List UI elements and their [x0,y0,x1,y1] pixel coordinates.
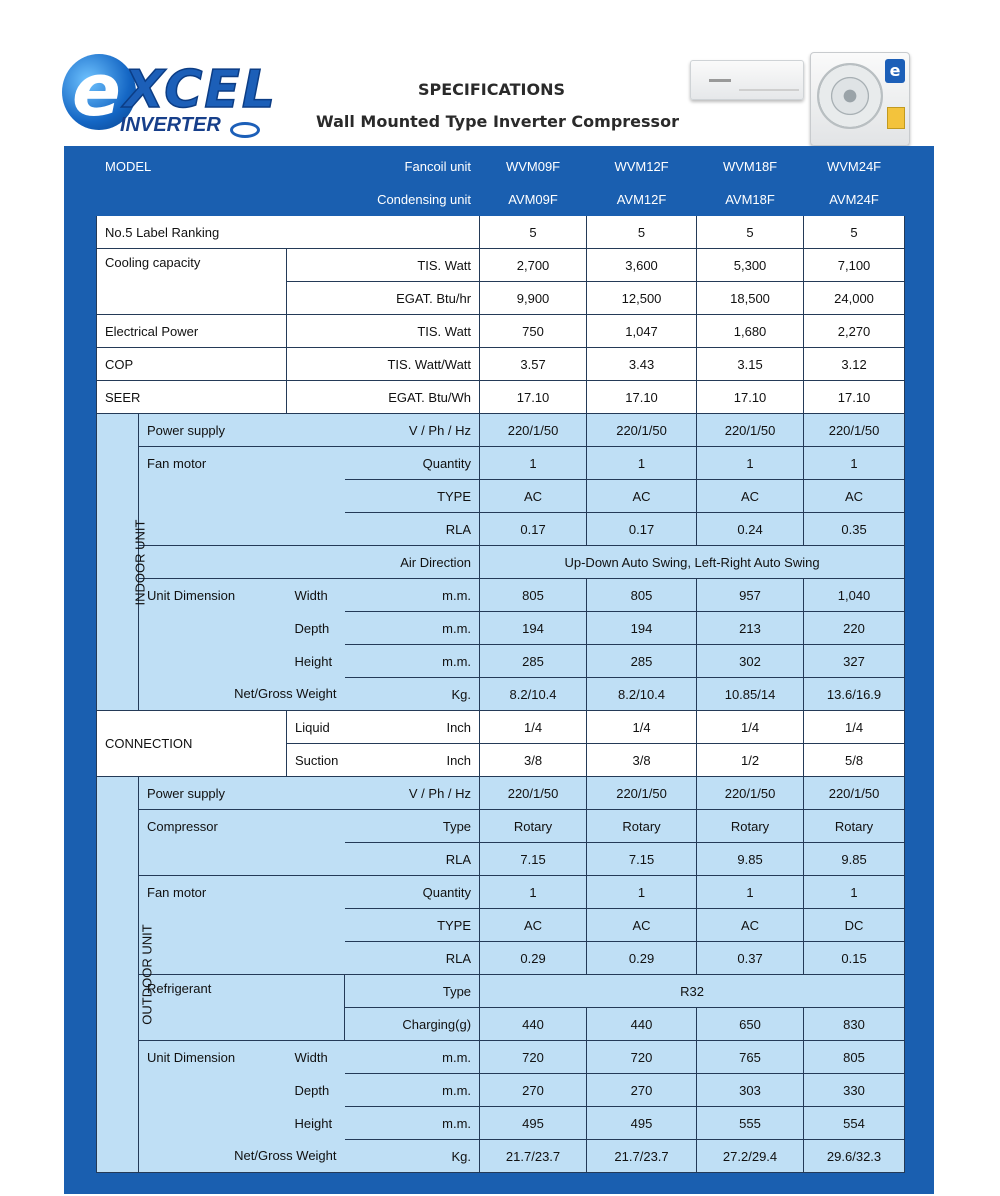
cell-value: AC [480,480,587,513]
row-label: Unit Dimension [139,579,287,612]
condensing-model: AVM09F [480,183,587,216]
row-unit: TIS. Watt [287,249,480,282]
cell-value: 8.2/10.4 [587,678,697,711]
cell-value: 24,000 [804,282,905,315]
row-label: SEER [97,381,287,414]
row-label: Unit Dimension [139,1041,287,1074]
table-row [97,513,905,546]
cell-value: 220/1/50 [697,414,804,447]
row-label: Net/Gross Weight [139,678,345,711]
cell-value: 220 [804,612,905,645]
table-row [97,777,905,810]
excel-inverter-logo [62,48,278,144]
spec-table [96,149,905,1173]
header-row-fancoil [97,150,905,183]
cell-value: 220/1/50 [804,777,905,810]
cell-value: 750 [480,315,587,348]
row-unit: RLA [345,843,480,876]
page-title: SPECIFICATIONS [418,80,566,99]
table-row [97,546,905,579]
page-subtitle: Wall Mounted Type Inverter Compressor [316,112,679,131]
cell-value: 17.10 [587,381,697,414]
row-label: No.5 Label Ranking [97,216,480,249]
logo-subword: INVERTER [120,114,221,136]
table-row [97,612,905,645]
cell-value: Rotary [587,810,697,843]
row-unit: Kg. [345,678,480,711]
cell-value: 1 [697,876,804,909]
table-row [97,447,905,480]
dimension-label: Height [287,1107,345,1140]
cell-value: AC [587,909,697,942]
fancoil-model: WVM09F [480,150,587,183]
condensing-label: Condensing unit [287,183,480,216]
row-unit: EGAT. Btu/Wh [287,381,480,414]
row-unit: RLA [345,513,480,546]
cell-value: 194 [587,612,697,645]
cell-value: 1,040 [804,579,905,612]
cell-value: 220/1/50 [587,414,697,447]
cell-value: 5 [480,216,587,249]
row-label: Fan motor [139,876,345,909]
fancoil-model: WVM12F [587,150,697,183]
cell-value: 18,500 [697,282,804,315]
cell-value: 12,500 [587,282,697,315]
row-label: Net/Gross Weight [139,1140,345,1173]
cell-value: 10.85/14 [697,678,804,711]
row-unit: Inch [345,711,480,744]
cell-value: 0.15 [804,942,905,975]
logo-swoosh-icon [230,122,260,138]
row-unit: m.m. [345,645,480,678]
cell-value: 0.29 [587,942,697,975]
fancoil-label: Fancoil unit [287,150,480,183]
cell-value: 220/1/50 [480,414,587,447]
cell-value: 440 [587,1008,697,1041]
cell-value: 765 [697,1041,804,1074]
row-unit: Quantity [345,447,480,480]
cell-value: 3.15 [697,348,804,381]
cell-value: 0.17 [480,513,587,546]
table-row [97,678,905,711]
cell-value: 0.29 [480,942,587,975]
connection-label: CONNECTION [97,711,287,777]
cell-value: 327 [804,645,905,678]
model-label: MODEL [97,150,287,183]
table-row [97,711,905,744]
cell-value: 1,680 [697,315,804,348]
table-row [97,249,905,282]
row-unit: m.m. [345,612,480,645]
row-unit: TIS. Watt [287,315,480,348]
cell-value: 194 [480,612,587,645]
cell-value: 1/2 [697,744,804,777]
row-unit: TYPE [345,480,480,513]
row-unit: Kg. [345,1140,480,1173]
logo-word: XCEL [124,60,278,120]
cell-value: 1 [587,447,697,480]
cell-value: 554 [804,1107,905,1140]
row-unit: m.m. [345,1107,480,1140]
row-label: Fan motor [139,447,345,480]
table-row [97,843,905,876]
cell-value: 3/8 [587,744,697,777]
cell-value: 957 [697,579,804,612]
cell-value: 5 [697,216,804,249]
row-unit: TYPE [345,909,480,942]
cell-value: 720 [587,1041,697,1074]
dimension-label: Width [287,579,345,612]
section-label: INDOOR UNIT [132,519,148,605]
row-unit: Air Direction [139,546,480,579]
header-row-condensing [97,183,905,216]
cell-value: 1 [804,876,905,909]
cell-value: 495 [480,1107,587,1140]
cell-value: 17.10 [697,381,804,414]
section-label: OUTDOOR UNIT [139,924,155,1025]
cell-value: 1,047 [587,315,697,348]
dimension-label: Depth [287,1074,345,1107]
fancoil-model: WVM24F [804,150,905,183]
cell-value: 29.6/32.3 [804,1140,905,1173]
spec-sheet [64,146,934,1194]
cell-value: 0.37 [697,942,804,975]
cell-value: 3.43 [587,348,697,381]
brand-badge-icon: e [885,59,905,83]
condensing-model: AVM12F [587,183,697,216]
row-unit: RLA [345,942,480,975]
cell-value: 1 [804,447,905,480]
cell-value: 302 [697,645,804,678]
row-unit: V / Ph / Hz [345,777,480,810]
cell-value: 1/4 [587,711,697,744]
cell-value: 2,700 [480,249,587,282]
row-unit: V / Ph / Hz [345,414,480,447]
cell-value: Rotary [697,810,804,843]
cell-value: 7,100 [804,249,905,282]
cell-value: 17.10 [480,381,587,414]
row-unit: TIS. Watt/Watt [287,348,480,381]
cell-value: 285 [480,645,587,678]
cell-value: 270 [480,1074,587,1107]
cell-value: 5 [587,216,697,249]
row-unit: Type [345,975,480,1008]
cell-value: 7.15 [587,843,697,876]
page-header [0,0,1000,148]
cell-value: 1 [480,876,587,909]
cell-value: Rotary [804,810,905,843]
cell-value: 17.10 [804,381,905,414]
cell-value: 1/4 [480,711,587,744]
cell-value: AC [587,480,697,513]
table-row [97,1041,905,1074]
cell-value: 270 [587,1074,697,1107]
row-label: Power supply [139,777,345,810]
cell-value: 3.12 [804,348,905,381]
table-row [97,909,905,942]
cell-value: 5,300 [697,249,804,282]
table-row [97,414,905,447]
table-row [97,1140,905,1173]
cell-value: 3/8 [480,744,587,777]
dimension-label: Width [287,1041,345,1074]
table-row [97,216,905,249]
cell-value: 7.15 [480,843,587,876]
cell-value: 3,600 [587,249,697,282]
cell-value: 440 [480,1008,587,1041]
cell-value: 21.7/23.7 [480,1140,587,1173]
cell-value: AC [697,480,804,513]
row-unit: Quantity [345,876,480,909]
indoor-unit-image [690,60,804,100]
cell-value: 9.85 [697,843,804,876]
table-row [97,348,905,381]
row-unit: m.m. [345,1041,480,1074]
row-unit: Charging(g) [345,1008,480,1041]
logo-e-emblem: e [62,54,136,130]
cell-value: 805 [480,579,587,612]
row-label: COP [97,348,287,381]
cell-value: 303 [697,1074,804,1107]
cell-value: 27.2/29.4 [697,1140,804,1173]
cell-value: 285 [587,645,697,678]
table-row [97,579,905,612]
cell-value: 220/1/50 [587,777,697,810]
cell-value: 3.57 [480,348,587,381]
cell-value: R32 [480,975,905,1008]
cell-value: 1 [480,447,587,480]
cell-value: 220/1/50 [480,777,587,810]
table-row [97,381,905,414]
row-label: Refrigerant [139,975,345,1041]
cell-value: 8.2/10.4 [480,678,587,711]
table-row [97,1074,905,1107]
fan-icon [817,63,883,129]
outdoor-unit-section [97,777,155,1173]
cell-value: 0.24 [697,513,804,546]
cell-value: AC [804,480,905,513]
cell-value: 213 [697,612,804,645]
cell-value: 330 [804,1074,905,1107]
dimension-label: Depth [287,612,345,645]
cell-value: 9,900 [480,282,587,315]
condensing-model: AVM18F [697,183,804,216]
table-row [97,480,905,513]
cell-value: 805 [587,579,697,612]
cell-value: 0.17 [587,513,697,546]
cell-value: 9.85 [804,843,905,876]
dimension-label: Height [287,645,345,678]
cell-value: 555 [697,1107,804,1140]
table-row [97,315,905,348]
cell-value: 1 [697,447,804,480]
table-row [97,942,905,975]
cell-value: DC [804,909,905,942]
row-unit: EGAT. Btu/hr [287,282,480,315]
cell-value: 1/4 [697,711,804,744]
row-label: Suction [287,744,345,777]
cell-value: AC [697,909,804,942]
table-row [97,975,905,1008]
row-unit: Inch [345,744,480,777]
cell-value: Rotary [480,810,587,843]
condensing-model: AVM24F [804,183,905,216]
table-row [97,1107,905,1140]
outdoor-unit-image [810,52,910,146]
cell-value: 830 [804,1008,905,1041]
cell-value: 13.6/16.9 [804,678,905,711]
table-row [97,645,905,678]
cell-value: 5/8 [804,744,905,777]
cell-value: 1/4 [804,711,905,744]
indoor-unit-section [97,414,148,711]
row-unit: Type [345,810,480,843]
cell-value: 21.7/23.7 [587,1140,697,1173]
cell-value: 220/1/50 [697,777,804,810]
row-unit: m.m. [345,1074,480,1107]
cell-value: 805 [804,1041,905,1074]
cell-value: 0.35 [804,513,905,546]
cell-value: 220/1/50 [804,414,905,447]
table-row [97,810,905,843]
cell-value: 2,270 [804,315,905,348]
row-label: Cooling capacity [97,249,287,315]
cell-value: 5 [804,216,905,249]
cell-value: AC [480,909,587,942]
row-label: Electrical Power [97,315,287,348]
row-label: Power supply [139,414,345,447]
cell-value: Up-Down Auto Swing, Left-Right Auto Swing [480,546,905,579]
cell-value: 1 [587,876,697,909]
row-label: Liquid [287,711,345,744]
row-unit: m.m. [345,579,480,612]
cell-value: 650 [697,1008,804,1041]
table-row [97,876,905,909]
row-label: Compressor [139,810,345,843]
energy-label-icon [887,107,905,129]
cell-value: 720 [480,1041,587,1074]
cell-value: 495 [587,1107,697,1140]
fancoil-model: WVM18F [697,150,804,183]
